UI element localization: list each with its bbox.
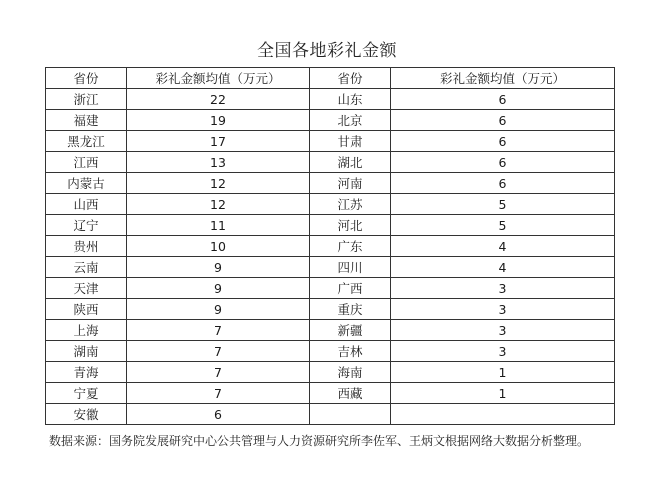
table-row (46, 89, 615, 110)
column-header-province-left: 省份 (46, 68, 127, 89)
amount-right-cell: 1 (391, 383, 615, 404)
province-right-cell: 重庆 (310, 299, 391, 320)
amount-left-cell: 11 (127, 215, 310, 236)
province-left-cell: 青海 (46, 362, 127, 383)
amount-right-cell: 3 (391, 341, 615, 362)
amount-right-cell (391, 404, 615, 425)
amount-right-cell: 6 (391, 131, 615, 152)
amount-right-cell: 3 (391, 299, 615, 320)
province-left-cell: 宁夏 (46, 383, 127, 404)
amount-left-cell: 12 (127, 173, 310, 194)
amount-left-cell: 17 (127, 131, 310, 152)
province-right-cell: 广东 (310, 236, 391, 257)
table-row (46, 194, 615, 215)
table-row (46, 152, 615, 173)
amount-left-cell: 6 (127, 404, 310, 425)
amount-right-cell: 5 (391, 194, 615, 215)
amount-left-cell: 12 (127, 194, 310, 215)
table-body (46, 89, 615, 425)
table-row (46, 404, 615, 425)
table-row (46, 257, 615, 278)
table-row (46, 110, 615, 131)
amount-right-cell: 4 (391, 236, 615, 257)
province-left-cell: 福建 (46, 110, 127, 131)
amount-right-cell: 6 (391, 152, 615, 173)
amount-left-cell: 22 (127, 89, 310, 110)
province-right-cell: 广西 (310, 278, 391, 299)
amount-right-cell: 4 (391, 257, 615, 278)
amount-right-cell: 1 (391, 362, 615, 383)
table-row (46, 341, 615, 362)
province-left-cell: 云南 (46, 257, 127, 278)
province-right-cell: 江苏 (310, 194, 391, 215)
amount-left-cell: 13 (127, 152, 310, 173)
table-row (46, 320, 615, 341)
amount-left-cell: 9 (127, 299, 310, 320)
province-right-cell: 西藏 (310, 383, 391, 404)
table-row (46, 131, 615, 152)
page-title: 全国各地彩礼金额 (257, 41, 397, 61)
table-row (46, 173, 615, 194)
province-right-cell: 新疆 (310, 320, 391, 341)
province-right-cell: 四川 (310, 257, 391, 278)
amount-right-cell: 3 (391, 320, 615, 341)
province-left-cell: 山西 (46, 194, 127, 215)
amount-left-cell: 7 (127, 341, 310, 362)
province-right-cell (310, 404, 391, 425)
table-row (46, 362, 615, 383)
amount-right-cell: 6 (391, 110, 615, 131)
province-right-cell: 吉林 (310, 341, 391, 362)
column-header-amount-right: 彩礼金额均值（万元） (391, 68, 615, 89)
bride-price-table (45, 67, 615, 425)
table-row (46, 278, 615, 299)
table-row (46, 236, 615, 257)
province-left-cell: 天津 (46, 278, 127, 299)
province-left-cell: 江西 (46, 152, 127, 173)
table-header-row (46, 68, 615, 89)
province-left-cell: 陕西 (46, 299, 127, 320)
amount-left-cell: 10 (127, 236, 310, 257)
province-left-cell: 浙江 (46, 89, 127, 110)
province-right-cell: 河北 (310, 215, 391, 236)
province-left-cell: 黑龙江 (46, 131, 127, 152)
amount-right-cell: 6 (391, 173, 615, 194)
province-left-cell: 贵州 (46, 236, 127, 257)
province-right-cell: 湖北 (310, 152, 391, 173)
column-header-province-right: 省份 (310, 68, 391, 89)
province-right-cell: 海南 (310, 362, 391, 383)
table-row (46, 299, 615, 320)
amount-left-cell: 9 (127, 278, 310, 299)
province-right-cell: 甘肃 (310, 131, 391, 152)
table-row (46, 383, 615, 404)
amount-left-cell: 9 (127, 257, 310, 278)
amount-left-cell: 19 (127, 110, 310, 131)
province-left-cell: 湖南 (46, 341, 127, 362)
province-left-cell: 安徽 (46, 404, 127, 425)
column-header-amount-left: 彩礼金额均值（万元） (127, 68, 310, 89)
amount-left-cell: 7 (127, 383, 310, 404)
province-right-cell: 河南 (310, 173, 391, 194)
amount-left-cell: 7 (127, 320, 310, 341)
source-note: 数据来源：国务院发展研究中心公共管理与人力资源研究所李佐军、王炳文根据网络大数据分析整理。 (49, 434, 590, 448)
province-left-cell: 内蒙古 (46, 173, 127, 194)
amount-right-cell: 6 (391, 89, 615, 110)
table-row (46, 215, 615, 236)
province-left-cell: 上海 (46, 320, 127, 341)
province-right-cell: 北京 (310, 110, 391, 131)
amount-right-cell: 3 (391, 278, 615, 299)
province-left-cell: 辽宁 (46, 215, 127, 236)
amount-right-cell: 5 (391, 215, 615, 236)
province-right-cell: 山东 (310, 89, 391, 110)
amount-left-cell: 7 (127, 362, 310, 383)
